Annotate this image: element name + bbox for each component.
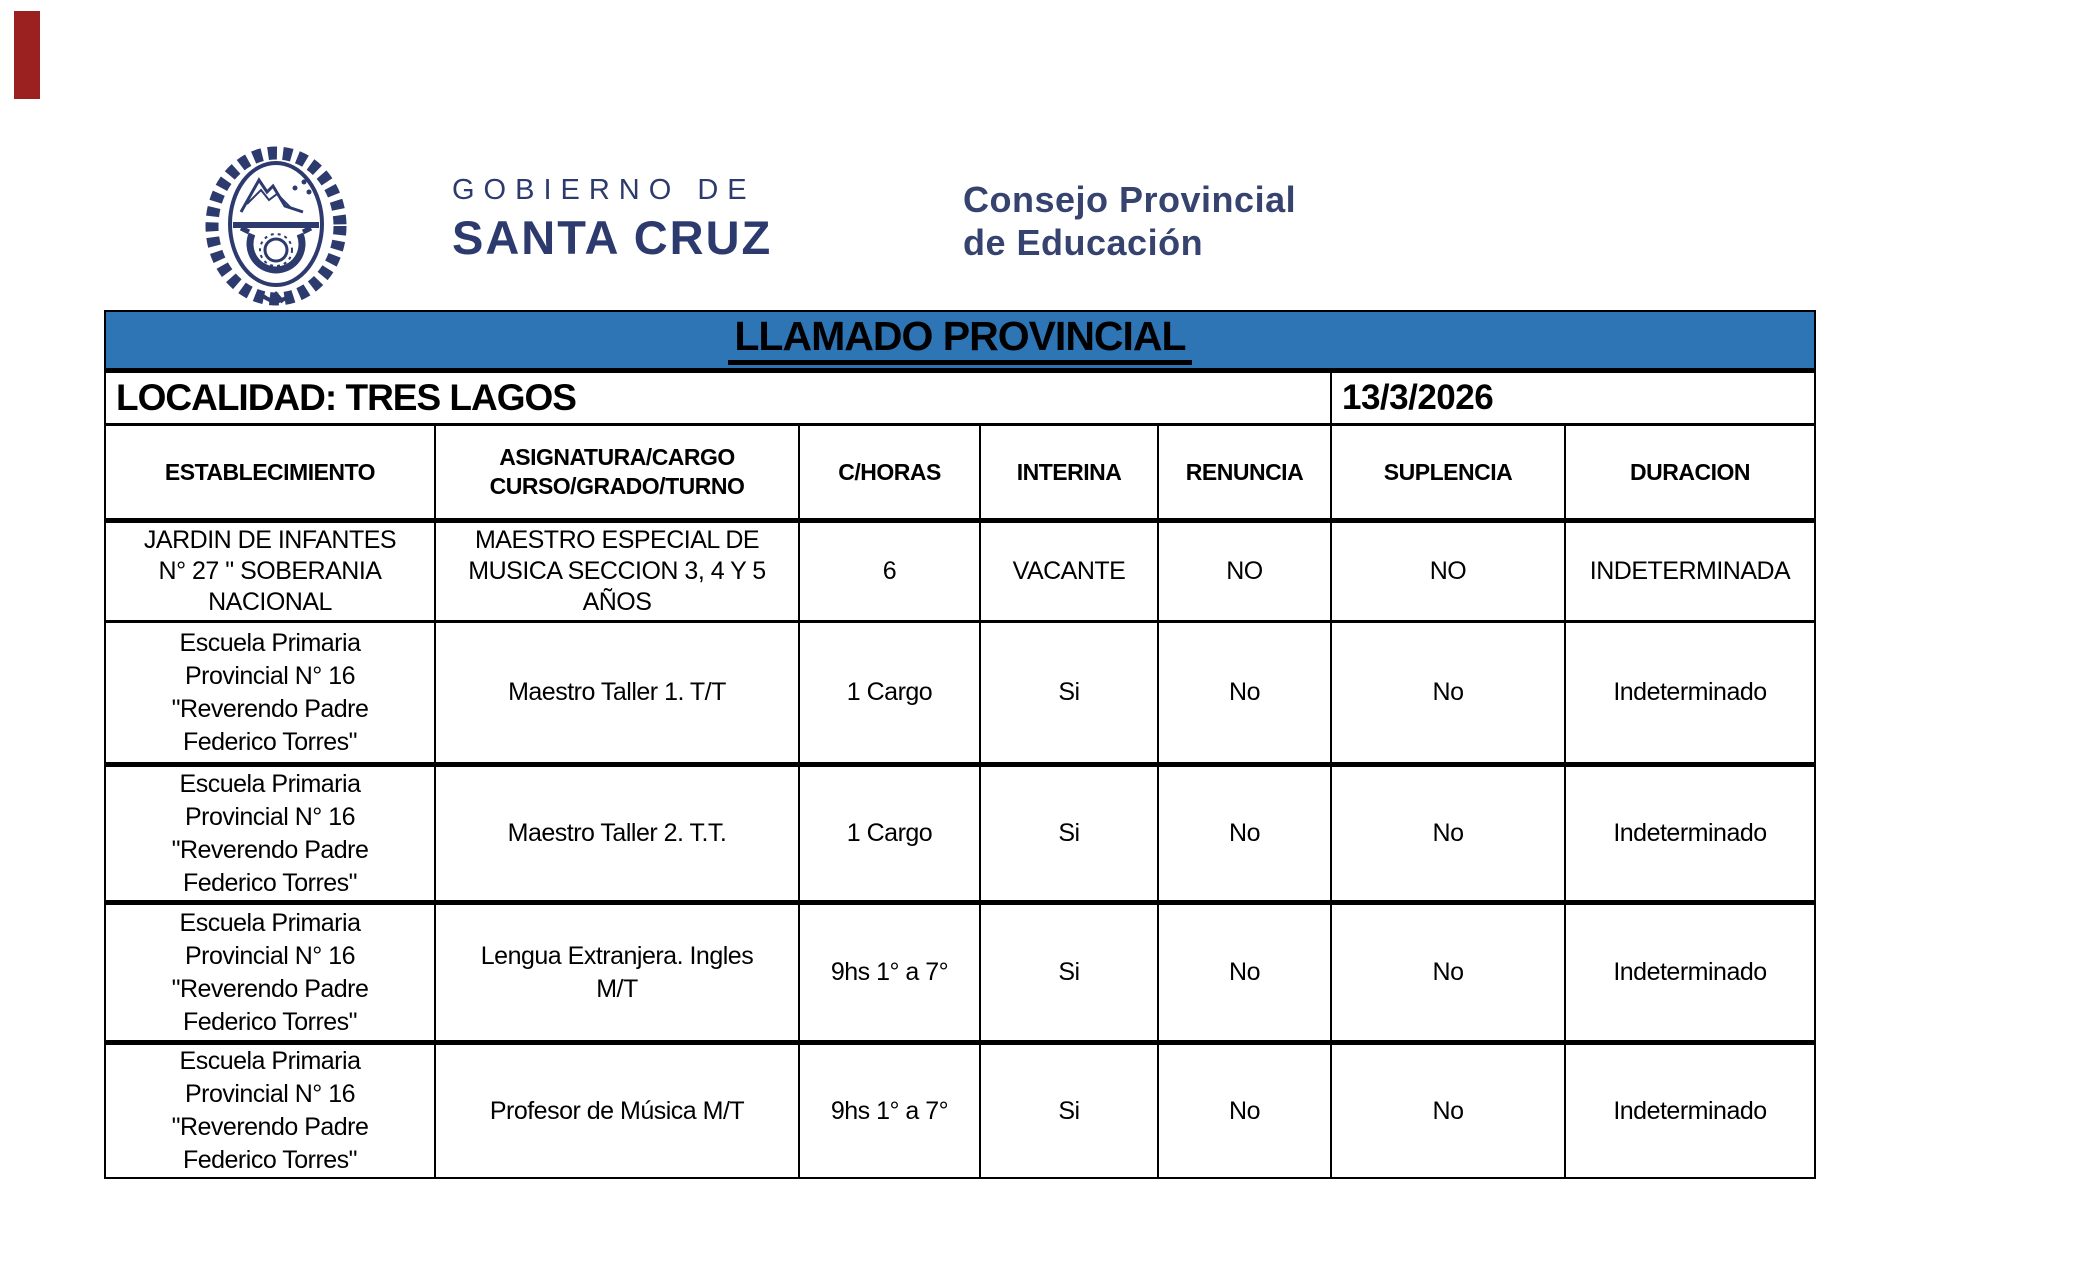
cell-choras: 1 Cargo: [800, 623, 981, 762]
cell-choras: 9hs 1° a 7°: [800, 1045, 981, 1177]
cell-renuncia: No: [1159, 1045, 1332, 1177]
cell-renuncia: NO: [1159, 523, 1332, 620]
cell-establecimiento: Escuela Primaria Provincial N° 16 "Reverendo Padre Federico Torres": [106, 623, 436, 762]
table-row: [106, 623, 1814, 767]
cell-asignatura: Maestro Taller 1. T/T: [436, 623, 800, 762]
cell-duracion: INDETERMINADA: [1589, 557, 1791, 585]
cell-interina: Si: [981, 905, 1159, 1040]
table-row: [106, 523, 1814, 623]
table-header-row: [106, 426, 1814, 523]
header-renuncia: RENUNCIA: [1159, 426, 1332, 518]
santa-cruz-coat-of-arms-icon: [203, 146, 349, 310]
table-row: [106, 1045, 1814, 1177]
cell-suplencia: No: [1332, 1045, 1566, 1177]
header-choras: C/HORAS: [800, 426, 981, 518]
gobierno-santa-cruz-wordmark: [452, 174, 772, 265]
page-title: LLAMADO PROVINCIAL: [728, 315, 1191, 365]
cell-duracion: Indeterminado: [1613, 819, 1767, 847]
cell-duracion: Indeterminado: [1613, 958, 1767, 986]
fecha-value: 13/3/2026: [1342, 378, 1494, 417]
cell-suplencia: No: [1332, 767, 1566, 900]
header-suplencia: SUPLENCIA: [1332, 426, 1566, 518]
gobierno-de-text: GOBIERNO DE: [452, 174, 756, 206]
cell-suplencia: NO: [1332, 523, 1566, 620]
table-row: [106, 767, 1814, 905]
cell-suplencia: No: [1332, 623, 1566, 762]
cell-choras: 9hs 1° a 7°: [800, 905, 981, 1040]
cell-establecimiento: Escuela Primaria Provincial N° 16 "Reverendo Padre Federico Torres": [106, 1045, 436, 1177]
table-row: [106, 905, 1814, 1045]
consejo-line2: de Educación: [963, 222, 1204, 263]
cell-asignatura: Lengua Extranjera. Ingles M/T: [436, 905, 800, 1040]
cell-asignatura: Maestro Taller 2. T.T.: [436, 767, 800, 900]
localidad-label: LOCALIDAD: TRES LAGOS: [106, 373, 1332, 423]
banner: [106, 312, 1814, 373]
cell-interina: Si: [981, 623, 1159, 762]
cell-interina: Si: [981, 767, 1159, 900]
cell-renuncia: No: [1159, 905, 1332, 1040]
cell-choras: 1 Cargo: [800, 767, 981, 900]
cell-establecimiento: Escuela Primaria Provincial N° 16 "Reverendo Padre Federico Torres": [106, 905, 436, 1040]
cell-choras: 6: [800, 523, 981, 620]
header-duracion: DURACION: [1630, 458, 1750, 485]
red-marker: [14, 11, 40, 99]
cell-interina: Si: [981, 1045, 1159, 1177]
header-establecimiento: ESTABLECIMIENTO: [106, 426, 436, 518]
header-interina: INTERINA: [981, 426, 1159, 518]
cell-renuncia: No: [1159, 623, 1332, 762]
cell-suplencia: No: [1332, 905, 1566, 1040]
localidad-row: [106, 373, 1814, 426]
santa-cruz-text: SANTA CRUZ: [452, 211, 773, 264]
cell-interina: VACANTE: [981, 523, 1159, 620]
consejo-line1: Consejo Provincial: [963, 179, 1297, 220]
header-asignatura: ASIGNATURA/CARGO CURSO/GRADO/TURNO: [436, 426, 800, 518]
llamado-table: [104, 310, 1816, 1179]
consejo-provincial-wordmark: [963, 178, 1296, 264]
cell-duracion: Indeterminado: [1613, 678, 1767, 706]
cell-duracion: Indeterminado: [1613, 1096, 1767, 1125]
cell-renuncia: No: [1159, 767, 1332, 900]
cell-establecimiento: Escuela Primaria Provincial N° 16 "Reverendo Padre Federico Torres": [106, 767, 436, 900]
cell-establecimiento: JARDIN DE INFANTES N° 27 " SOBERANIA NACIONAL: [106, 523, 436, 620]
cell-asignatura: Profesor de Música M/T: [436, 1045, 800, 1177]
cell-asignatura: MAESTRO ESPECIAL DE MUSICA SECCION 3, 4 Y 5 AÑOS: [436, 523, 800, 620]
